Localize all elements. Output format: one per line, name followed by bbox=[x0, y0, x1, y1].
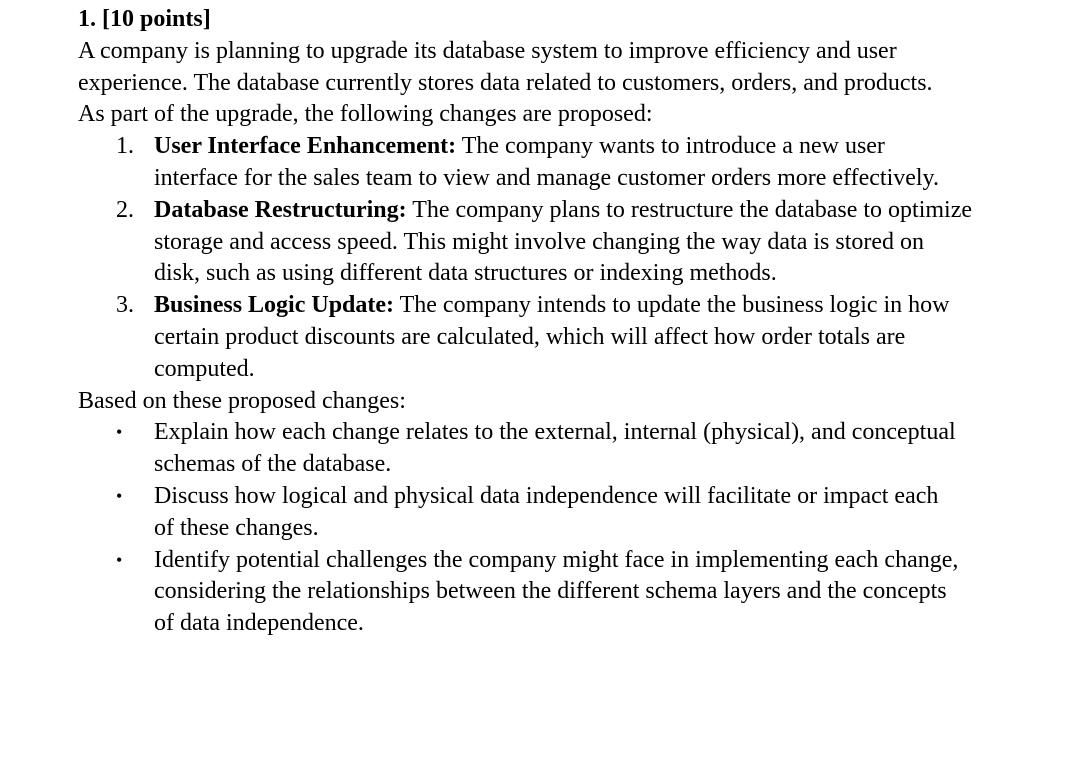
question-document bbox=[78, 4, 1038, 640]
tasks-intro: Based on these proposed changes: bbox=[78, 387, 406, 414]
change-item bbox=[78, 195, 974, 290]
change-text: The company plans to restructure the database to optimize storage and access speed. This might involve changing the way data is stored on disk, such as using different data structures or indexing methods. bbox=[154, 196, 973, 287]
task-item bbox=[78, 417, 964, 481]
task-text: Explain how each change relates to the external, internal (physical), and conceptual schemas of the database. bbox=[154, 419, 956, 478]
bullet-icon: • bbox=[116, 422, 123, 443]
change-item bbox=[78, 290, 974, 385]
change-number: 1. bbox=[116, 133, 134, 160]
change-text: The company intends to update the business logic in how certain product discounts are calculated, which will affect how order totals are computed. bbox=[154, 292, 950, 382]
change-title: Business Logic Update: bbox=[154, 292, 395, 319]
bullet-icon: • bbox=[116, 485, 123, 506]
task-item bbox=[78, 481, 964, 545]
change-title: Database Restructuring: bbox=[154, 196, 407, 223]
change-number: 3. bbox=[116, 292, 134, 319]
task-text: Identify potential challenges the company might face in implementing each change, considering the relationships between the different schema layers and the concepts of data independence. bbox=[154, 546, 959, 637]
tasks-list bbox=[78, 417, 1038, 640]
change-item bbox=[78, 131, 974, 195]
task-text: Discuss how logical and physical data independence will facilitate or impact each of these changes. bbox=[154, 482, 939, 541]
proposed-changes-list bbox=[78, 131, 1038, 385]
bullet-icon: • bbox=[116, 549, 123, 570]
question-intro: A company is planning to upgrade its database system to improve efficiency and user experience. The database currently stores data related to customers, orders, and products. As part of the upgrade, the following changes are proposed: bbox=[78, 37, 933, 128]
task-item bbox=[78, 545, 964, 640]
change-title: User Interface Enhancement: bbox=[154, 133, 457, 160]
change-text: The company wants to introduce a new user interface for the sales team to view and manage customer orders more effectively. bbox=[154, 133, 939, 191]
change-number: 2. bbox=[116, 196, 134, 223]
question-heading: 1. [10 points] bbox=[78, 6, 211, 32]
